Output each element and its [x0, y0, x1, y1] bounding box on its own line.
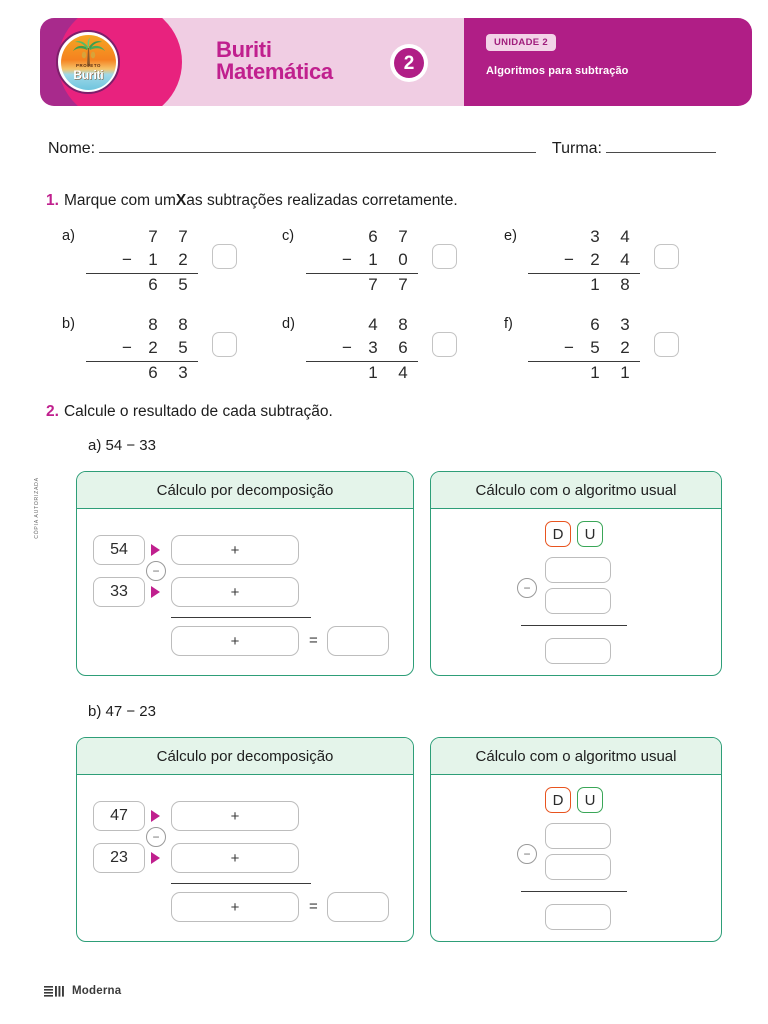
- place-value-headers-b: [545, 787, 603, 813]
- decomposition-title-b: Cálculo por decomposição: [77, 738, 413, 775]
- subtrahend-units: 2: [620, 337, 630, 357]
- minus-circle-icon: −: [517, 578, 537, 598]
- spacer: [116, 362, 138, 385]
- exercise-1-text-after: as subtrações realizadas corretamente.: [186, 192, 458, 209]
- subtraction-item-e: [504, 226, 722, 314]
- arrow-right-icon: [151, 544, 160, 556]
- decomposition-title-a: Cálculo por decomposição: [77, 472, 413, 509]
- subtraction-item-b: [62, 314, 282, 402]
- vertical-subtraction: [528, 226, 640, 297]
- answer-checkbox-d[interactable]: [432, 332, 457, 357]
- minus-operator: −: [342, 337, 352, 357]
- spacer: [558, 314, 580, 337]
- unit-badge: UNIDADE 2: [486, 34, 556, 51]
- spacer: [336, 226, 358, 249]
- spacer: [336, 314, 358, 337]
- vertical-subtraction: [306, 226, 418, 297]
- result-units: 8: [620, 274, 630, 294]
- result-units: 4: [398, 362, 408, 382]
- decomposition-divider-a: [171, 617, 311, 618]
- algorithm-divider-b: [521, 891, 627, 892]
- vertical-subtraction: [86, 314, 198, 385]
- minuend-units: 7: [398, 227, 408, 246]
- place-value-u-a: U: [577, 521, 603, 547]
- spacer: [558, 362, 580, 385]
- item-letter-b: b): [88, 703, 102, 720]
- arrow-right-icon: [151, 586, 160, 598]
- logo-decorative-blobs: [40, 18, 200, 106]
- algorithm-title-b: Cálculo com o algoritmo usual: [431, 738, 721, 775]
- item-letter: c): [282, 228, 295, 244]
- decomposition-input-a-row2[interactable]: +: [171, 577, 299, 607]
- minuend-chip-a: 54: [93, 535, 145, 565]
- result-tens: 6: [148, 274, 158, 294]
- spacer: [116, 314, 138, 337]
- subtrahend-chip-b: 23: [93, 843, 145, 873]
- place-value-headers-a: [545, 521, 603, 547]
- subtrahend-tens: 5: [590, 337, 600, 357]
- place-value-u-b: U: [577, 787, 603, 813]
- subtrahend-tens: 1: [148, 249, 158, 269]
- exercise-2-number: 2.: [46, 403, 59, 420]
- grade-badge-number: 2: [394, 48, 424, 78]
- title-line-2: Matemática: [216, 59, 333, 85]
- grade-badge: [390, 44, 428, 82]
- item-letter: e): [504, 228, 517, 244]
- page-header: [40, 18, 752, 106]
- answer-checkbox-e[interactable]: [654, 244, 679, 269]
- algorithm-divider-a: [521, 625, 627, 626]
- minus-operator: −: [342, 249, 352, 269]
- decomposition-result-a[interactable]: [327, 626, 389, 656]
- name-input-line[interactable]: [99, 141, 536, 153]
- algorithm-card-a: [430, 471, 722, 676]
- result-units: 1: [620, 362, 630, 382]
- minuend-tens: 6: [368, 227, 378, 246]
- exercise-1-number: 1.: [46, 192, 59, 209]
- page-footer: [44, 985, 121, 997]
- subtrahend-chip-a: 33: [93, 577, 145, 607]
- minus-circle-icon: −: [146, 561, 166, 581]
- minus-operator: −: [564, 249, 574, 269]
- decomposition-card-b: [76, 737, 414, 942]
- result-tens: 1: [590, 274, 600, 294]
- subtraction-item-d: [282, 314, 504, 402]
- result-tens: 1: [590, 362, 600, 382]
- subtrahend-units: 6: [398, 337, 408, 357]
- unit-subject-title: Algoritmos para subtração: [486, 65, 629, 77]
- minuend-tens: 4: [368, 315, 378, 334]
- vertical-subtraction: [528, 314, 640, 385]
- decomposition-input-a-row1[interactable]: +: [171, 535, 299, 565]
- copy-authorization-notice: CÓPIA AUTORIZADA: [34, 477, 40, 539]
- equals-sign-b: =: [309, 898, 318, 915]
- subtrahend-units: 0: [398, 249, 408, 269]
- exercise-2-text: Calcule o resultado de cada subtração.: [63, 403, 333, 420]
- minuend-tens: 6: [590, 315, 600, 334]
- minus-circle-icon: −: [517, 844, 537, 864]
- subtrahend-tens: 2: [590, 249, 600, 269]
- title-line-1: Buriti: [216, 37, 272, 62]
- minuend-units: 8: [398, 315, 408, 334]
- result-units: 5: [178, 274, 188, 294]
- algorithm-card-b: [430, 737, 722, 942]
- minuend-units: 4: [620, 227, 630, 246]
- spacer: [116, 274, 138, 297]
- student-info-row: [48, 140, 720, 158]
- subtrahend-tens: 3: [368, 337, 378, 357]
- header-brand-area: [40, 18, 464, 106]
- decomposition-input-b-row2[interactable]: +: [171, 843, 299, 873]
- spacer: [336, 362, 358, 385]
- algorithm-input-a-row1[interactable]: [545, 557, 611, 583]
- algorithm-result-a[interactable]: [545, 638, 611, 664]
- minuend-units: 8: [178, 315, 188, 334]
- minus-operator: −: [122, 249, 132, 269]
- minus-operator: −: [122, 337, 132, 357]
- exercise-1-text-before: Marque com um: [63, 192, 176, 209]
- moderna-bars-logo-icon: [44, 985, 66, 997]
- algorithm-input-b-row1[interactable]: [545, 823, 611, 849]
- algorithm-result-b[interactable]: [545, 904, 611, 930]
- exercise-1-heading: [46, 192, 458, 210]
- minuend-units: 3: [620, 315, 630, 334]
- place-value-d-b: D: [545, 787, 571, 813]
- class-label: Turma:: [551, 140, 602, 157]
- logo-sunset-background: [61, 35, 116, 90]
- logo-buriti-label: Buriti: [73, 68, 104, 82]
- class-input-line[interactable]: [606, 141, 716, 153]
- logo-projeto-label: PROJETO: [75, 63, 102, 68]
- result-tens: 1: [368, 362, 378, 382]
- subtraction-item-a: [62, 226, 282, 314]
- equals-sign-a: =: [309, 632, 318, 649]
- place-value-d-a: D: [545, 521, 571, 547]
- decomposition-input-b-row1[interactable]: +: [171, 801, 299, 831]
- header-title: [216, 39, 333, 84]
- expression-b: 47 − 23: [105, 703, 156, 720]
- header-unit-area: [464, 18, 752, 106]
- spacer: [116, 226, 138, 249]
- subtrahend-tens: 1: [368, 249, 378, 269]
- decomposition-input-b-row3[interactable]: +: [171, 892, 299, 922]
- answer-checkbox-b[interactable]: [212, 332, 237, 357]
- algorithm-input-a-row2[interactable]: [545, 588, 611, 614]
- arrow-right-icon: [151, 810, 160, 822]
- item-letter: b): [62, 316, 75, 332]
- spacer: [336, 274, 358, 297]
- item-letter: a): [62, 228, 75, 244]
- answer-checkbox-a[interactable]: [212, 244, 237, 269]
- algorithm-title-a: Cálculo com o algoritmo usual: [431, 472, 721, 509]
- answer-checkbox-c[interactable]: [432, 244, 457, 269]
- arrow-right-icon: [151, 852, 160, 864]
- item-letter-a: a): [88, 437, 102, 454]
- exercise-2-heading: [46, 403, 333, 421]
- spacer: [558, 226, 580, 249]
- result-units: 7: [398, 274, 408, 294]
- minuend-tens: 8: [148, 315, 158, 334]
- name-label: Nome:: [48, 140, 96, 157]
- result-tens: 6: [148, 362, 158, 382]
- subtraction-item-c: [282, 226, 504, 314]
- expression-a: 54 − 33: [105, 437, 156, 454]
- subtrahend-tens: 2: [148, 337, 158, 357]
- decomposition-result-b[interactable]: [327, 892, 389, 922]
- publisher-name: Moderna: [72, 985, 122, 997]
- minus-circle-icon: −: [146, 827, 166, 847]
- result-tens: 7: [368, 274, 378, 294]
- subtrahend-units: 4: [620, 249, 630, 269]
- exercise-1-highlight: X: [175, 192, 187, 209]
- spacer: [558, 274, 580, 297]
- decomposition-input-a-row3[interactable]: +: [171, 626, 299, 656]
- decomposition-card-a: [76, 471, 414, 676]
- exercise-1-grid: [62, 226, 722, 402]
- subtrahend-units: 5: [178, 337, 188, 357]
- subtraction-item-f: [504, 314, 722, 402]
- answer-checkbox-f[interactable]: [654, 332, 679, 357]
- minuend-chip-b: 47: [93, 801, 145, 831]
- item-letter: d): [282, 316, 295, 332]
- item-letter: f): [504, 316, 513, 332]
- minuend-tens: 3: [590, 227, 600, 246]
- exercise-2-item-b-label: [88, 703, 156, 720]
- exercise-2-item-a-label: [88, 437, 156, 454]
- subtrahend-units: 2: [178, 249, 188, 269]
- projeto-buriti-logo: [56, 30, 120, 94]
- algorithm-input-b-row2[interactable]: [545, 854, 611, 880]
- decomposition-divider-b: [171, 883, 311, 884]
- minuend-tens: 7: [148, 227, 158, 246]
- minuend-units: 7: [178, 227, 188, 246]
- vertical-subtraction: [306, 314, 418, 385]
- vertical-subtraction: [86, 226, 198, 297]
- minus-operator: −: [564, 337, 574, 357]
- result-units: 3: [178, 362, 188, 382]
